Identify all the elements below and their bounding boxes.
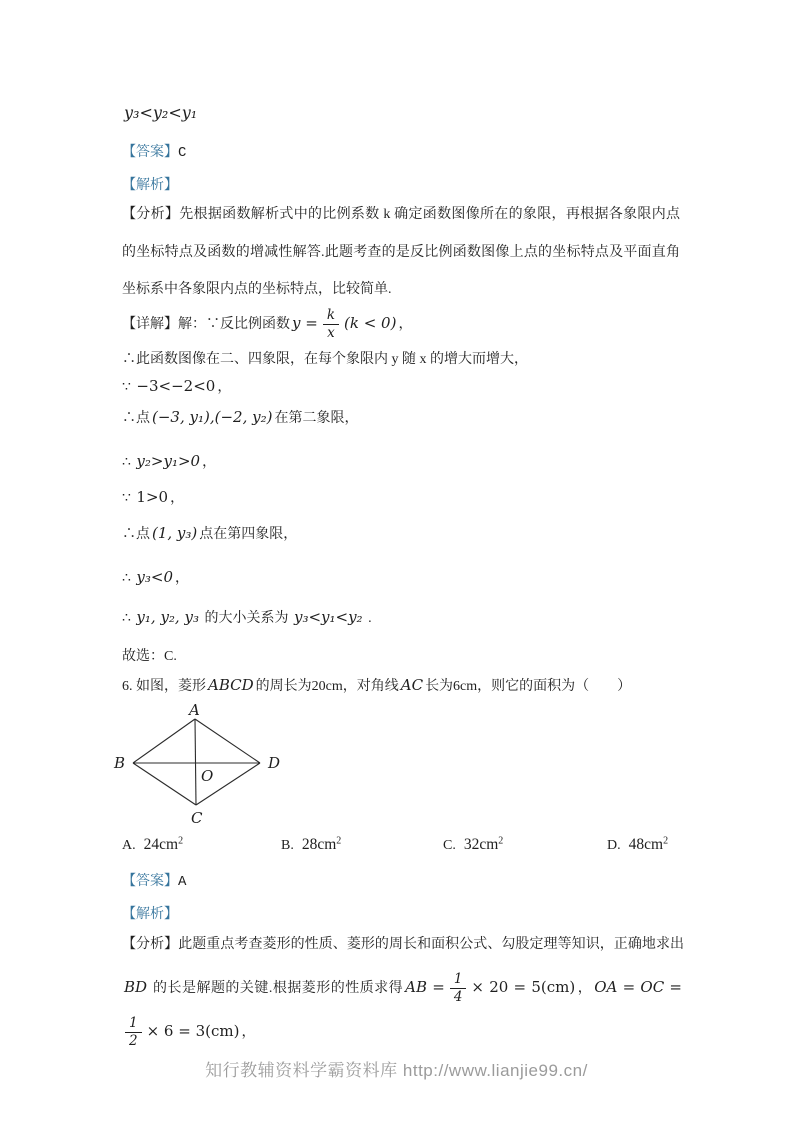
fraction-k-over-x bbox=[323, 308, 339, 342]
step-points-second-quadrant bbox=[122, 406, 358, 430]
fraction-one-fourth bbox=[450, 972, 467, 1006]
superscript: 2 bbox=[336, 835, 342, 847]
answer-label: 【答案】 bbox=[122, 145, 178, 160]
option-c bbox=[443, 836, 503, 854]
diagonal-name: AC bbox=[400, 676, 424, 694]
step-text: 在第二象限， bbox=[274, 411, 359, 426]
detail-prefix: 【详解】解：∵反比例函数 bbox=[122, 317, 290, 332]
step-text: 的大小关系为 bbox=[200, 611, 292, 626]
analysis-text: 的长是解题的关键.根据菱形的性质求得 bbox=[149, 981, 404, 996]
rhombus-name: ABCD bbox=[208, 676, 254, 694]
answer-value: A bbox=[178, 874, 187, 890]
answer-value: C bbox=[178, 145, 187, 161]
therefore-symbol: ∴ bbox=[122, 455, 135, 470]
step-math: −3<−2<0 bbox=[136, 377, 216, 395]
vertex-label-D: D bbox=[268, 754, 281, 772]
punctuation: . bbox=[364, 611, 372, 626]
analysis-header-q5 bbox=[122, 175, 178, 197]
step-y2-gt-y1 bbox=[122, 450, 216, 474]
step-y3-lt-zero bbox=[122, 566, 189, 590]
superscript: 2 bbox=[663, 835, 669, 847]
option-letter: C. bbox=[443, 838, 456, 853]
punctuation: ， bbox=[241, 1025, 256, 1040]
step-math: (1, y₃) bbox=[152, 524, 198, 542]
therefore-text: ∴点 bbox=[122, 411, 150, 426]
analysis-paragraph-q5: 【分析】先根据函数解析式中的比例系数 k 确定函数图像所在的象限，再根据各象限内点的坐标特点及函数的增减性解答.此题考查的是反比例函数图像上点的坐标特点及平面直角坐标系中各象限内点的坐标特点，比较简单. bbox=[122, 207, 680, 297]
formula-lhs: y = bbox=[292, 314, 318, 332]
question-6-stem bbox=[122, 674, 631, 698]
step-text: 点在第四象限， bbox=[199, 527, 298, 542]
step-math: y₃<0 bbox=[136, 568, 174, 586]
side-BC bbox=[133, 763, 196, 805]
therefore-symbol: ∴ bbox=[122, 571, 135, 586]
answer-line-q6 bbox=[122, 871, 186, 893]
superscript: 2 bbox=[498, 835, 504, 847]
formula-OA-lhs: OA = OC = bbox=[594, 978, 682, 996]
step-math: (−3, y₁),(−2, y₂) bbox=[152, 408, 273, 426]
step-one-gt-zero bbox=[122, 486, 184, 510]
punctuation: ， bbox=[170, 491, 185, 506]
step-point-fourth-quadrant bbox=[122, 522, 297, 546]
fraction-denominator: x bbox=[327, 325, 335, 342]
option-letter: D. bbox=[607, 838, 621, 853]
answer-line-q5 bbox=[122, 142, 186, 164]
therefore-symbol: ∴ bbox=[122, 611, 135, 626]
step-conclusion-order bbox=[122, 606, 372, 630]
fraction-denominator: 2 bbox=[129, 1033, 138, 1050]
analysis-label: 【解析】 bbox=[122, 907, 178, 922]
vertex-label-A: A bbox=[189, 702, 200, 719]
because-symbol: ∵ bbox=[122, 380, 135, 395]
fraction-numerator: 1 bbox=[450, 972, 467, 990]
formula-AB-rhs: × 20 = 5(cm) bbox=[471, 978, 576, 996]
option-value: 32cm bbox=[463, 836, 499, 853]
therefore-text: ∴点 bbox=[122, 527, 150, 542]
fraction-numerator: 1 bbox=[125, 1016, 142, 1034]
analysis-paragraph-q6 bbox=[122, 924, 684, 1054]
vertex-label-C: C bbox=[191, 809, 203, 827]
options-row bbox=[122, 836, 692, 860]
site-footer-watermark: 知行教辅资料学霸资料库 http://www.lianjie99.cn/ bbox=[205, 1061, 588, 1080]
punctuation: ， bbox=[217, 380, 232, 395]
step-quadrants: ∴此函数图像在二、四象限，在每个象限内 y 随 x 的增大而增大， bbox=[122, 352, 528, 367]
analysis-label: 【解析】 bbox=[122, 178, 178, 193]
side-AD bbox=[195, 719, 260, 763]
question-number-text: 6. 如图，菱形 bbox=[122, 679, 206, 694]
punctuation: ， bbox=[175, 571, 190, 586]
choose-answer-line: 故选：C. bbox=[122, 649, 177, 664]
step-inequality-negatives bbox=[122, 375, 231, 399]
option-d bbox=[607, 836, 668, 854]
detail-solution-line bbox=[122, 302, 412, 346]
formula-condition: (k < 0) bbox=[344, 314, 397, 332]
formula-AB-lhs: AB = bbox=[405, 978, 445, 996]
superscript: 2 bbox=[178, 835, 184, 847]
vertex-label-B: B bbox=[114, 754, 126, 772]
option-a bbox=[122, 836, 183, 854]
fraction-one-half bbox=[125, 1016, 142, 1050]
segment-name-BD: BD bbox=[124, 978, 148, 996]
inequality-top-line bbox=[122, 102, 199, 126]
formula-OA-rhs: × 6 = 3(cm) bbox=[146, 1022, 240, 1040]
punctuation: ， bbox=[577, 981, 593, 996]
punctuation: ， bbox=[202, 455, 217, 470]
option-letter: A. bbox=[122, 838, 136, 853]
option-value: 28cm bbox=[301, 836, 337, 853]
answer-label: 【答案】 bbox=[122, 874, 178, 889]
analysis-text: 【分析】此题重点考查菱形的性质、菱形的周长和面积公式、勾股定理等知识，正确地求出 bbox=[122, 937, 684, 952]
fraction-numerator: k bbox=[323, 308, 339, 326]
option-letter: B. bbox=[281, 838, 294, 853]
analysis-header-q6 bbox=[122, 904, 178, 926]
diagonal-AC bbox=[195, 719, 196, 805]
side-AB bbox=[133, 719, 195, 763]
option-value: 48cm bbox=[628, 836, 664, 853]
punctuation: ， bbox=[398, 317, 413, 332]
step-math: y₁, y₂, y₃ bbox=[136, 608, 199, 626]
fraction-denominator: 4 bbox=[453, 989, 463, 1006]
because-symbol: ∵ bbox=[122, 491, 135, 506]
step-math: y₂>y₁>0 bbox=[136, 452, 201, 470]
step-math: y₃<y₁<y₂ bbox=[293, 608, 363, 626]
step-math: 1>0 bbox=[136, 488, 169, 506]
option-value: 24cm bbox=[143, 836, 179, 853]
rhombus-figure bbox=[112, 702, 292, 828]
center-label-O: O bbox=[201, 767, 214, 785]
math-expression: y₃<y₂<y₁ bbox=[124, 103, 198, 122]
question-text: 的周长为20cm，对角线 bbox=[255, 679, 399, 694]
question-text: 长为6cm，则它的面积为（ ） bbox=[425, 679, 632, 694]
option-b bbox=[281, 836, 341, 854]
